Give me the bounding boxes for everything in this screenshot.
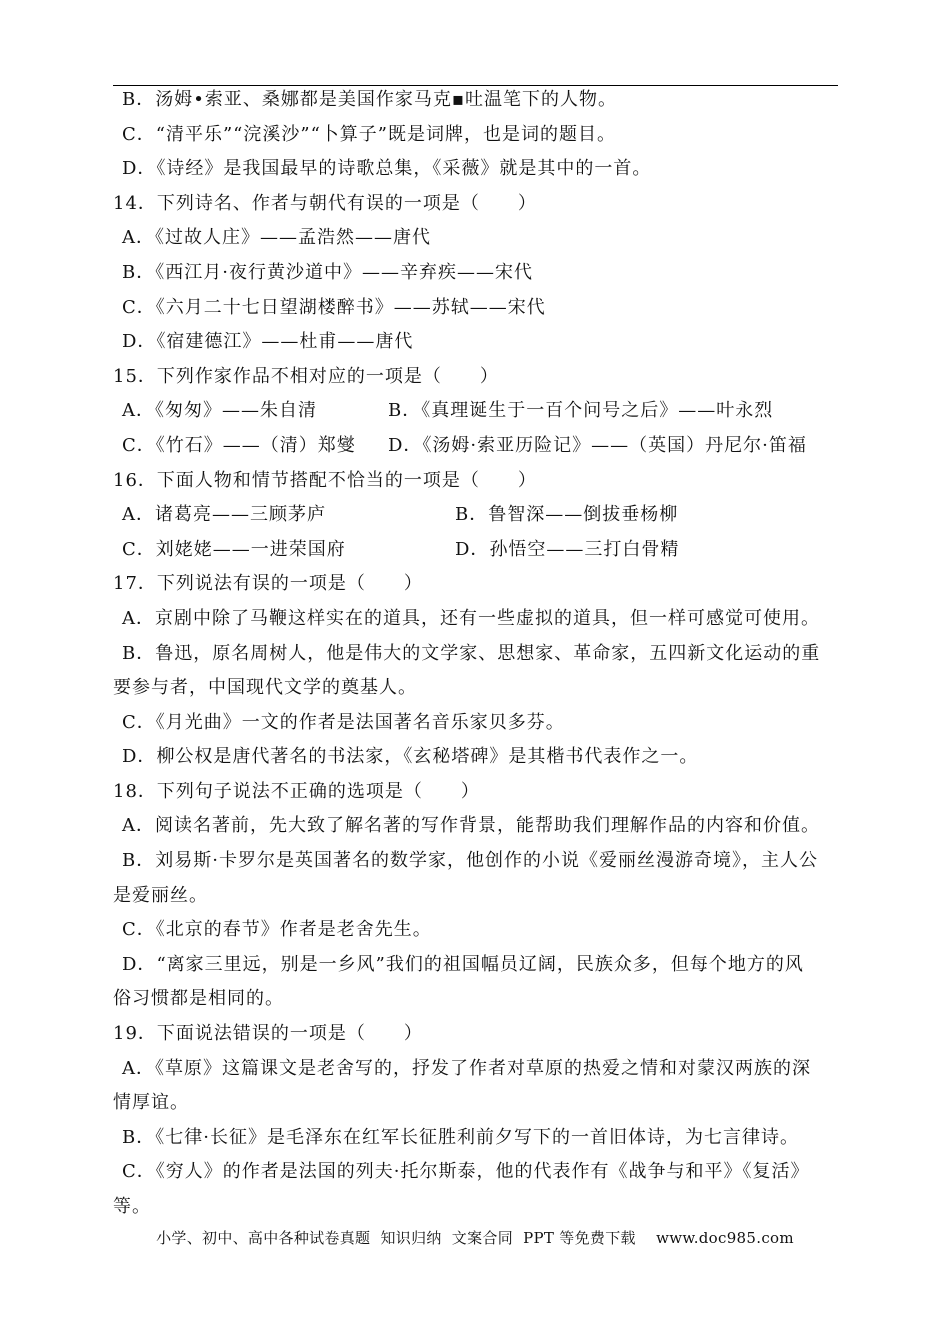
- option-line: [0, 221, 950, 256]
- option-text: 《北京的春节》作者是老舍先生。: [155, 919, 432, 941]
- option-line: [0, 256, 950, 291]
- option-line: [0, 83, 950, 118]
- option-continuation: 情厚谊。: [113, 1092, 189, 1114]
- question-text: 下列诗名、作者与朝代有误的一项是（ ）: [156, 192, 537, 214]
- option-text: 诸葛亮——三顾茅庐: [155, 504, 326, 526]
- question-number: 17．: [113, 573, 157, 595]
- option-text: 《穷人》的作者是法国的列夫·托尔斯泰，他的代表作有《战争与和平》《复活》: [155, 1161, 810, 1183]
- option-label: D．: [122, 158, 157, 180]
- option-line: [0, 1052, 950, 1087]
- option-text: 《过故人庄》——孟浩然——唐代: [155, 227, 431, 249]
- option-label: B．: [122, 261, 156, 283]
- option-text: 阅读名著前，先大致了解名著的写作背景，能帮助我们理解作品的内容和价值。: [155, 815, 820, 837]
- option-label: B．: [122, 850, 156, 872]
- question-number: 18．: [113, 780, 157, 802]
- option-text: 《诗经》是我国最早的诗歌总集，《采薇》就是其中的一首。: [156, 158, 652, 180]
- page-content: [0, 83, 950, 1225]
- option-label: C．: [122, 711, 156, 733]
- option-line: [0, 118, 950, 153]
- option-line: [0, 637, 950, 672]
- option-text: “离家三里远，别是一乡风”我们的祖国幅员辽阔，民族众多，但每个地方的风: [156, 953, 804, 975]
- question-stem: [0, 464, 950, 499]
- question-text: 下列句子说法不正确的选项是（ ）: [156, 780, 480, 802]
- question-text: 下列说法有误的一项是（ ）: [156, 573, 423, 595]
- option-d: [388, 429, 807, 464]
- option-text: 鲁智深——倒拔垂杨柳: [488, 504, 679, 526]
- option-label: D．: [122, 746, 157, 768]
- option-line: [0, 706, 950, 741]
- option-line: [0, 1121, 950, 1156]
- question-stem: [0, 775, 950, 810]
- question-text: 下面说法错误的一项是（ ）: [156, 1023, 423, 1045]
- option-text: 刘易斯·卡罗尔是英国著名的数学家，他创作的小说《爱丽丝漫游奇境》，主人公: [155, 850, 818, 872]
- option-text: 《匆匆》——朱自清: [155, 400, 317, 422]
- option-text: 柳公权是唐代著名的书法家，《玄秘塔碑》是其楷书代表作之一。: [156, 746, 699, 768]
- option-text: 孙悟空——三打白骨精: [489, 538, 680, 560]
- footer-text: 小学、初中、高中各种试卷真题 知识归纳 文案合同 PPT 等免费下载: [156, 1229, 657, 1247]
- option-row: [0, 533, 950, 568]
- option-text: 《七律·长征》是毛泽东在红军长征胜利前夕写下的一首旧体诗，为七言律诗。: [155, 1126, 799, 1148]
- option-label: D．: [388, 434, 423, 456]
- option-line: [0, 913, 950, 948]
- option-text: 《月光曲》一文的作者是法国著名音乐家贝多芬。: [155, 711, 565, 733]
- option-line: [0, 152, 950, 187]
- option-label: A．: [122, 227, 155, 249]
- option-text: 《六月二十七日望湖楼醉书》——苏轼——宋代: [155, 296, 546, 318]
- question-number: 14．: [113, 192, 157, 214]
- option-line: [0, 740, 950, 775]
- option-label: B．: [122, 642, 156, 664]
- option-label: B．: [388, 400, 422, 422]
- option-text: 汤姆•索亚、桑娜都是美国作家马克▪吐温笔下的人物。: [155, 89, 618, 110]
- footer-url[interactable]: www.doc985.com: [656, 1229, 794, 1247]
- option-text: 《真理诞生于一百个问号之后》——叶永烈: [421, 400, 774, 422]
- option-line: [0, 602, 950, 637]
- option-label: C．: [122, 123, 156, 145]
- option-continuation: 要参与者，中国现代文学的奠基人。: [113, 677, 417, 699]
- question-stem: [0, 187, 950, 222]
- option-label: B．: [455, 504, 489, 526]
- option-a: [122, 394, 317, 429]
- option-d: [455, 533, 679, 568]
- question-number: 15．: [113, 365, 157, 387]
- option-line: [0, 809, 950, 844]
- option-row: [0, 429, 950, 464]
- option-text: “清平乐”“浣溪沙”“卜算子”既是词牌，也是词的题目。: [155, 123, 616, 145]
- option-label: A．: [122, 400, 155, 422]
- question-number: 19．: [113, 1023, 157, 1045]
- option-a: [122, 498, 326, 533]
- option-label: B．: [122, 1126, 156, 1148]
- option-label: A．: [122, 607, 155, 629]
- option-label: C．: [122, 296, 156, 318]
- option-continuation: 是爱丽丝。: [113, 884, 208, 906]
- option-text: 《西江月·夜行黄沙道中》——辛弃疾——宋代: [155, 261, 533, 283]
- option-continuation: 俗习惯都是相同的。: [113, 988, 284, 1010]
- option-text: 《汤姆·索亚历险记》——（英国）丹尼尔·笛福: [422, 434, 807, 456]
- option-line: [0, 325, 950, 360]
- question-stem: [0, 360, 950, 395]
- option-label: D．: [122, 953, 157, 975]
- question-text: 下面人物和情节搭配不恰当的一项是（ ）: [156, 469, 537, 491]
- option-b: [388, 394, 773, 429]
- option-line: [0, 948, 950, 983]
- option-label: C．: [122, 1161, 156, 1183]
- option-continuation: 等。: [113, 1196, 151, 1217]
- option-label: C．: [122, 538, 156, 560]
- option-label: A．: [122, 815, 155, 837]
- option-text: 京剧中除了马鞭这样实在的道具，还有一些虚拟的道具，但一样可感觉可使用。: [155, 607, 820, 629]
- option-label: A．: [122, 504, 155, 526]
- option-label: B．: [122, 89, 156, 110]
- option-b: [455, 498, 678, 533]
- option-text: 《竹石》——（清）郑燮: [155, 434, 356, 456]
- question-text: 下列作家作品不相对应的一项是（ ）: [156, 365, 499, 387]
- question-stem: [0, 567, 950, 602]
- option-text: 《草原》这篇课文是老舍写的，抒发了作者对草原的热爱之情和对蒙汉两族的深: [155, 1057, 811, 1079]
- option-text: 鲁迅，原名周树人，他是伟大的文学家、思想家、革命家，五四新文化运动的重: [155, 642, 821, 664]
- option-c: [122, 429, 356, 464]
- option-text: 《宿建德江》——杜甫——唐代: [156, 331, 414, 353]
- page-footer: [0, 1226, 950, 1250]
- option-line: [0, 844, 950, 879]
- option-row: [0, 394, 950, 429]
- option-label: A．: [122, 1057, 155, 1079]
- option-row: [0, 498, 950, 533]
- question-stem: [0, 1017, 950, 1052]
- option-label: C．: [122, 434, 156, 456]
- option-label: C．: [122, 919, 156, 941]
- option-label: D．: [455, 538, 490, 560]
- question-number: 16．: [113, 469, 157, 491]
- option-line: [0, 291, 950, 326]
- option-label: D．: [122, 331, 157, 353]
- option-line: [0, 1155, 950, 1190]
- option-c: [122, 533, 346, 568]
- option-text: 刘姥姥——一进荣国府: [155, 538, 346, 560]
